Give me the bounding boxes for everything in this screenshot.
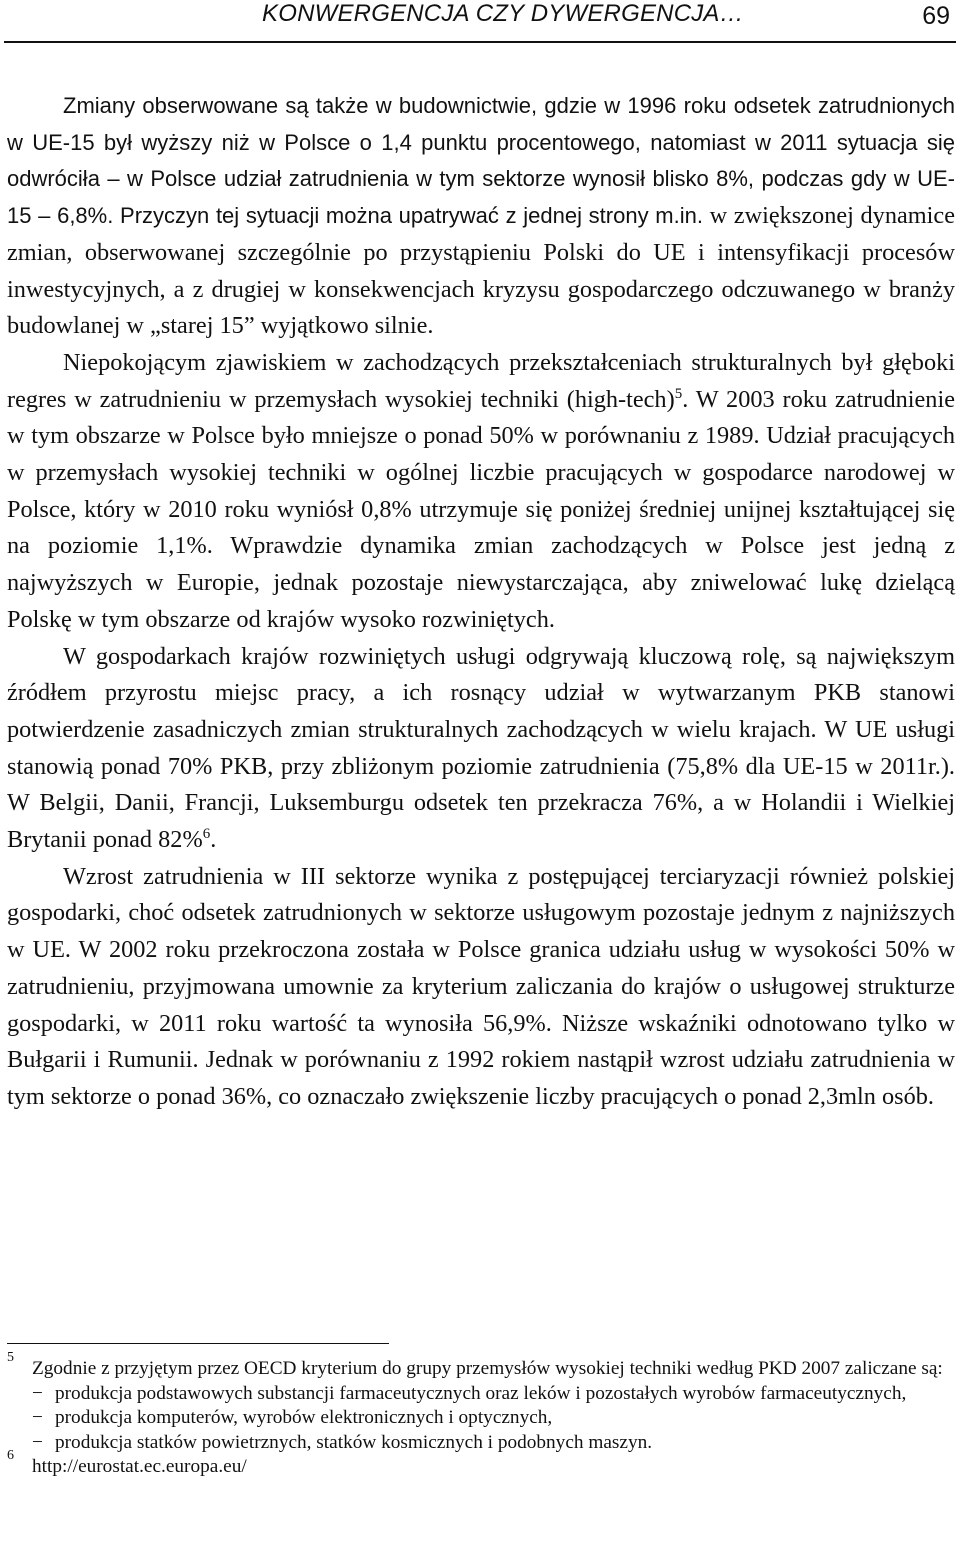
footnote-list <box>32 1382 955 1456</box>
body-text <box>7 88 955 1116</box>
paragraph-construction <box>7 88 955 345</box>
footnote-list-item: − produkcja statków powietrznych, statków kosmicznych i podobnych maszyn. <box>32 1431 955 1456</box>
footnote-text: Zgodnie z przyjętym przez OECD kryterium do grupy przemysłów wysokiej techniki według PKD 2007 zaliczane są: <box>32 1358 943 1379</box>
footnote-list-item: − produkcja komputerów, wyrobów elektronicznych i optycznych, <box>32 1406 955 1431</box>
paragraph-high-tech <box>7 345 955 639</box>
header-rule <box>4 41 956 43</box>
paragraph-text: . <box>210 826 217 854</box>
page-number: 69 <box>922 2 950 30</box>
paragraph-text: Wzrost zatrudnienia w III sektorze wynika z postępującej terciaryzacji również polskiej gospodarki, choć odsetek zatrudnionych w sektorze usługowym pozostaje jednym z najniższych w UE. W 2002 roku przekroczona została w Polsce granica udziału usług w wysokości 50% w zatrudnieniu, przyjmowana umownie za kryterium zaliczania do krajów o usługowej strukturze gospodarki, w 2011 roku wartość ta wynosiła 56,9%. Niższe wskaźniki odnotowano tylko w Bułgarii i Rumunii. Jednak w porównaniu z 1992 rokiem nastąpił wzrost udziału zatrudnienia w tym sektorze o ponad 36%, co oznaczało zwiększenie liczby pracujących o ponad 2,3mln osób. <box>7 862 955 1110</box>
paragraph-services <box>7 639 955 859</box>
footnotes <box>7 1350 955 1480</box>
footnote-number: 6 <box>7 1448 14 1463</box>
paragraph-sans-part: Zmiany obserwowane są także w budownictwie, gdzie w 1996 roku odsetek zatrudnionych w UE-15 był wyższy niż w Polsce o 1,4 punktu procentowego, natomiast w 2011 sytuacja się odwróciła – w Polsce udział zatrudnienia w tym sektorze wynosił blisko 8%, podczas gdy w UE-15 – 6,8%. Przyczyn tej sytuacji można upatrywać z jednej strony m.in. <box>7 93 955 229</box>
footnote-6 <box>7 1448 955 1480</box>
page-header <box>0 0 960 44</box>
footnote-link[interactable]: http://eurostat.ec.europa.eu/ <box>32 1456 247 1477</box>
footnote-number: 5 <box>7 1350 14 1365</box>
footnote-list-item: − produkcja podstawowych substancji farmaceutycznych oraz leków i pozostałych wyrobów farmaceutycznych, <box>32 1382 955 1407</box>
paragraph-tertiary-sector <box>7 859 955 1116</box>
running-title: KONWERGENCJA CZY DYWERGENCJA… <box>262 0 744 27</box>
paragraph-text: W gospodarkach krajów rozwiniętych usługi odgrywają kluczową rolę, są największym źródłem przyrostu miejsc pracy, a ich rosnący udział w wytwarzanym PKB stanowi potwierdzenie zasadniczych zmian strukturalnych zachodzących w wielu krajach. W UE usługi stanowią ponad 70% PKB, przy zbliżonym poziomie zatrudnienia (75,8% dla UE-15 w 2011r.). W Belgii, Danii, Francji, Luksemburgu odsetek ten przekracza 76%, a w Holandii i Wielkiej Brytanii ponad 82% <box>7 642 955 854</box>
footnote-ref-6[interactable]: 6 <box>202 826 211 843</box>
footnote-ref-5[interactable]: 5 <box>674 385 683 402</box>
dash-bullet: − <box>32 1431 43 1453</box>
paragraph-text: Niepokojącym zjawiskiem w zachodzących przekształceniach strukturalnych był głęboki regres w zatrudnieniu w przemysłach wysokiej techniki (high-tech) <box>7 348 955 413</box>
dash-bullet: − <box>32 1407 43 1428</box>
footnote-5 <box>7 1350 955 1455</box>
dash-bullet: − <box>32 1382 43 1404</box>
paragraph-serif-part: w zwiększonej dynamice zmian, obserwowanej szczególnie po przystąpieniu Polski do UE i intensyfikacji procesów inwestycyjnych, a z drugiej w konsekwencjach kryzysu gospodarczego odczuwanego w branży budowlanej w „starej 15” wyjątkowo silnie. <box>7 202 955 340</box>
paragraph-text: . W 2003 roku zatrudnienie w tym obszarze w Polsce było mniejsze o ponad 50% w porównaniu z 1989. Udział pracujących w przemysłach wysokiej techniki w ogólnej liczbie pracujących w gospodarce narodowej w Polsce, który w 2010 roku wyniósł 0,8% utrzymuje się poniżej średniej unijnej kształtującej się na poziomie 1,1%. Wprawdzie dynamika zmian zachodzących w Polsce jest jedną z najwyższych w Europie, jednak pozostaje niewystarczająca, aby zniwelować lukę dzielącą Polskę w tym obszarze od krajów wysoko rozwiniętych. <box>7 385 955 633</box>
footnote-rule <box>7 1343 389 1344</box>
